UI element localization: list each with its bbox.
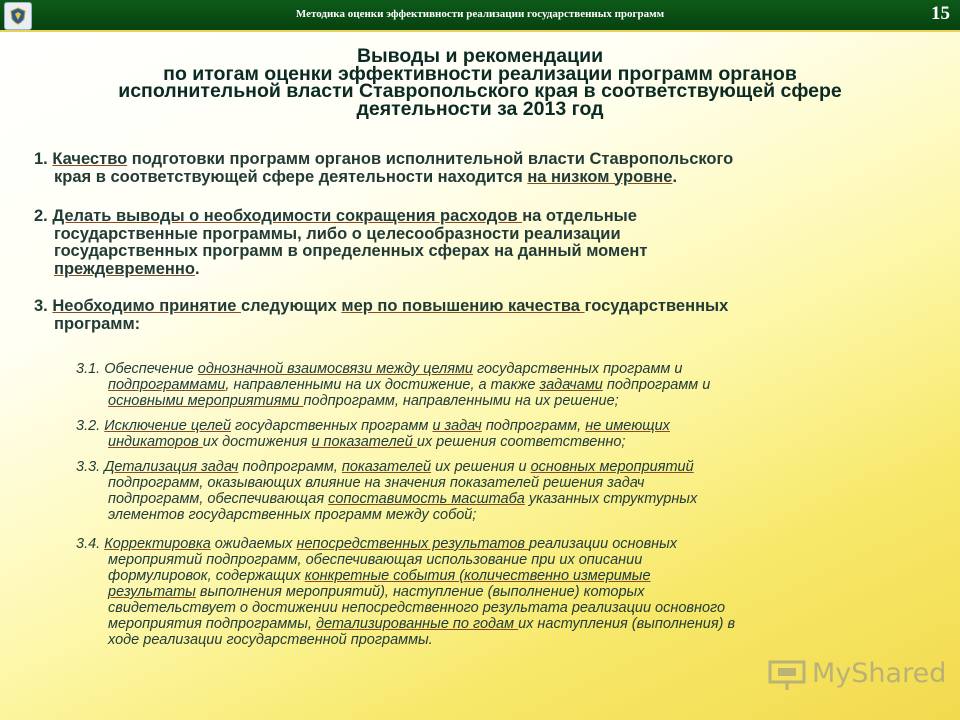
watermark-text: MyShared [812,658,947,689]
measure-3-2: 3.2. Исключение целей государственных программ и задач подпрограмм, не имеющих индикаторов их достижения и показателей их решения соответственно; [76,418,670,450]
conclusion-3: 3. Необходимо принятие следующих мер по повышению качества государственных программ: [34,297,729,333]
conclusion-1: 1. Качество подготовки программ органов исполнительной власти Ставропольского края в соответствующей сфере деятельности находится на низком уровне. [34,150,734,186]
title-line: исполнительной власти Ставропольского края в соответствующей сфере [118,80,842,102]
page-number: 15 [931,3,950,24]
measure-3-3: 3.3. Детализация задач подпрограмм, показателей их решения и основных мероприятий подпрограмм, оказывающих влияние на значения показателей решения задач подпрограмм, обеспечивающая сопоставимость масштаба указанных структурных элементов государственных программ между собой; [76,459,698,523]
presentation-icon [768,658,808,692]
conclusion-2: 2. Делать выводы о необходимости сокращения расходов на отдельные государственные программы, либо о целесообразности реализации государственных программ в определенных сферах на данный момент преждевременно. [34,207,648,278]
watermark [768,656,947,696]
header-bar [0,0,960,32]
title-line: по итогам оценки эффективности реализации программ органов [163,62,797,85]
measure-3-1: 3.1. Обеспечение однозначной взаимосвязи между целями государственных программ и подпрограммами, направленными на их достижение, а также задачами подпрограмм и основными мероприятиями подпрограмм, направленными на их решение; [76,361,711,409]
title-line: деятельности за 2013 год [356,97,604,120]
header-title: Методика оценки эффективности реализации государственных программ [295,8,665,20]
measure-3-4: 3.4. Корректировка ожидаемых непосредственных результатов реализации основных мероприятий подпрограмм, обеспечивающая использование при их описании формулировок, содержащих конкретные события (количественно измеримые результаты выполнения мероприятий), наступление (выполнение) которых свидетельствует о достижении непосредственного результата реализации основного мероприятия подпрограммы, детализированные по годам их наступления (выполнения) в ходе реализации государственной программы. [76,536,736,648]
title-line: Выводы и рекомендации [356,45,604,67]
page-title [20,45,940,120]
